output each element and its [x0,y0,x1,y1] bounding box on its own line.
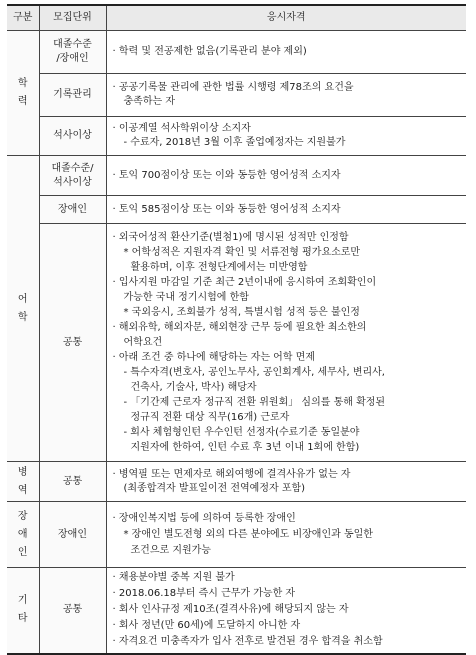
category-disabled: 장 애 인 [7,502,39,568]
table-row [7,74,466,117]
unit-cell: 공통 [39,462,106,502]
table-header [7,5,466,31]
qualification-cell: · 토익 585점이상 또는 이와 동등한 영어성적 소지자 [106,196,466,224]
category-education: 학 력 [7,31,39,156]
unit-cell: 석사이상 [39,117,106,156]
category-military: 병 역 [7,462,39,502]
qualification-cell: · 채용분야별 중복 지원 불가 · 2018.06.18부터 즉시 근무가 가능한 자 · 회사 인사규정 제10조(결격사유)에 해당되지 않는 자 · 회사 정년(만 60세)에 도달하지 아니한 자 · 자격요건 미충족자가 입사 전후로 발견된 경우 합격을 취소함 [106,568,466,654]
header-unit: 모집단위 [39,5,106,31]
header-qualification: 응시자격 [106,5,466,31]
table-row [7,117,466,156]
table-row [7,156,466,196]
qualification-cell: · 외국어성적 환산기준(별첨1)에 명시된 성적만 인정함 * 어학성적은 지원자격 확인 및 서류전형 평가요소로만 활용하며, 이후 전형단계에서는 미반영함 · 입사지원 마감일 기준 최근 2년이내에 응시하여 조회확인이 가능한 국내 정기시험에 한함 * 국외응시, 조회불가 성적, 특별시험 성적 등은 불인정 · 해외유학, 해외자문, 해외현장 근무 등에 필요한 최소한의 어학요건 · 아래 조건 중 하나에 해당하는 자는 어학 면제 - 특수자격(변호사, 공인노무사, 공인회계사, 세무사, 변리사, 건축사, 기술사, 박사) 해당자 - 「기간제 근로자 정규직 전환 위원회」 심의를 통해 확정된 정규직 전환 대상 직무(16개) 근로자 - 회사 체험형인턴 우수인턴 선정자(수료기준 동일분야 지원자에 한하여, 인턴 수료 후 3년 이내 1회에 한함) [106,224,466,462]
category-other: 기 타 [7,568,39,654]
table-row [7,31,466,74]
header-category: 구분 [7,5,39,31]
unit-cell: 공통 [39,224,106,462]
unit-cell: 공통 [39,568,106,654]
qualification-cell: · 장애인복지법 등에 의하여 등록한 장애인 * 장애인 별도전형 외의 다른 분야에도 비장애인과 동일한 조건으로 지원가능 [106,502,466,568]
qualification-cell: · 토익 700점이상 또는 이와 동등한 영어성적 소지자 [106,156,466,196]
unit-cell: 대졸수준/ 석사이상 [39,156,106,196]
table-row [7,502,466,568]
qualification-table [7,4,466,655]
qualification-cell: · 학력 및 전공제한 없음(기록관리 분야 제외) [106,31,466,74]
table-row [7,568,466,654]
qualification-cell: · 공공기록물 관리에 관한 법률 시행령 제78조의 요건을 충족하는 자 [106,74,466,117]
unit-cell: 장애인 [39,502,106,568]
table-row [7,462,466,502]
table-row [7,196,466,224]
qualification-cell: · 이공계열 석사학위이상 소지자 - 수료자, 2018년 3월 이후 졸업예정자는 지원불가 [106,117,466,156]
qualification-cell: · 병역필 또는 면제자로 해외여행에 결격사유가 없는 자 (최종합격자 발표일이전 전역예정자 포함) [106,462,466,502]
table-row [7,224,466,462]
unit-cell: 기록관리 [39,74,106,117]
unit-cell: 대졸수준 /장애인 [39,31,106,74]
unit-cell: 장애인 [39,196,106,224]
category-language: 어 학 [7,156,39,462]
